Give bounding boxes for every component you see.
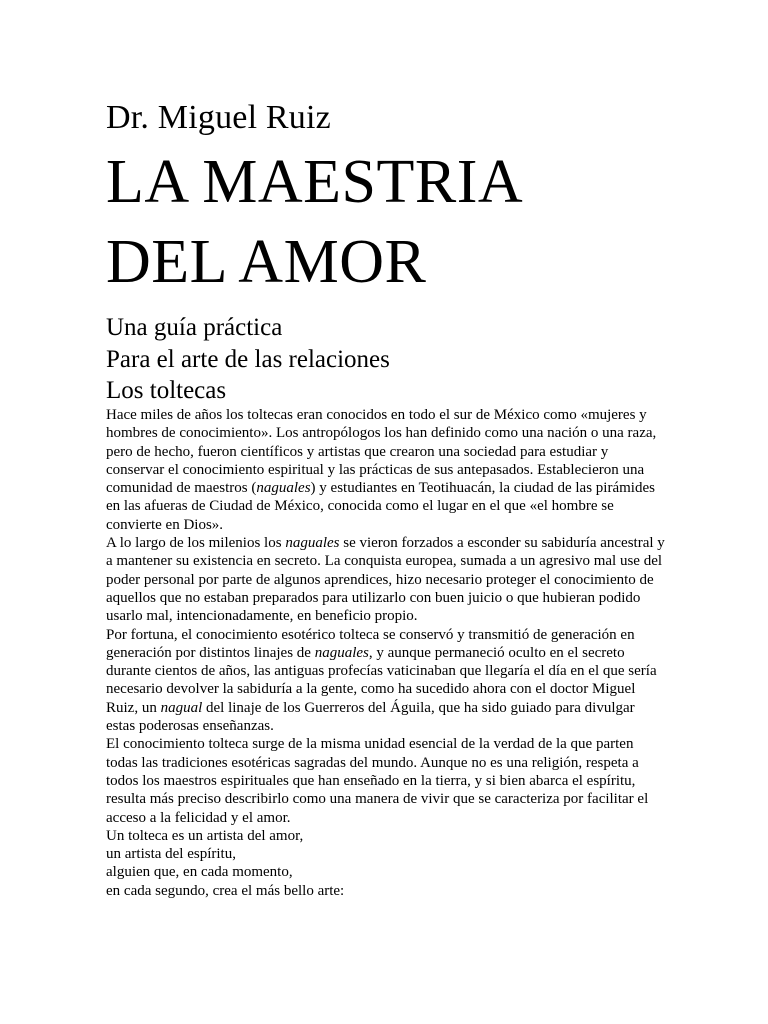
paragraph-3-text-c: del linaje de los Guerreros del Águila, que ha sido guiado para divulgar estas poderosas enseñanzas. [106, 699, 635, 735]
section-heading: Los toltecas [106, 377, 227, 404]
paragraph-1-text-b: ) y estudiantes en Teotihuacán, la ciudad de las pirámides en las afueras de Ciudad de México, conocida como el lugar en el que «el hombre se convierte en Dios». [106, 480, 655, 533]
paragraph-1-emphasis: naguales [256, 480, 311, 497]
verse-line-3: alguien que, en cada momento, [106, 864, 293, 881]
book-title [106, 142, 666, 302]
book-title-line-1: LA MAESTRIA [106, 148, 524, 216]
author-name: Dr. Miguel Ruiz [106, 99, 331, 136]
paragraph-1 [106, 406, 666, 534]
subtitle-line-1: Una guía práctica [106, 314, 283, 341]
paragraph-3-text-a: Por fortuna, el conocimiento esotérico tolteca se conservó y transmitió de generación en generación por distintos linajes de [106, 626, 635, 661]
paragraph-2-text-a: A lo largo de los milenios los [106, 535, 286, 552]
paragraph-3-text-b: , y aunque permaneció oculto en el secreto durante cientos de años, las antiguas profecías vaticinaban que llegaría el día en el que sería necesario devolver la sabiduría a la gente, como ha sucedido ahora con el doctor Miguel Ruiz, un [106, 644, 657, 716]
subtitle-line-2: Para el arte de las relaciones [106, 346, 390, 373]
body-text [106, 406, 666, 900]
paragraph-4: El conocimiento tolteca surge de la misma unidad esencial de la verdad de la que parten todas las tradiciones esotéricas sagradas del mundo. Aunque no es una religión, respeta a todos los maestros espirituales que han enseñado en la tierra, y si bien abarca el espíritu, resulta más preciso describirlo como una manera de vivir que se caracteriza por facilitar el acceso a la felicidad y el amor. [106, 736, 649, 826]
verse-line-2: un artista del espíritu, [106, 846, 236, 863]
paragraph-3 [106, 626, 666, 736]
paragraph-3-emphasis-2: nagual [160, 699, 203, 716]
document-page [106, 98, 666, 900]
paragraph-1-text-a: Hace miles de años los toltecas eran conocidos en todo el sur de México como «mujeres y hombres de conocimiento». Los antropólogos los han definido como una nación o una raza, pero de hecho, fueron científicos y artistas que crearon una sociedad para estudiar y conservar el conocimiento espiritual y las prácticas de sus antepasados. Establecieron una comunidad de maestros ( [106, 407, 657, 497]
verse-line-1: Un tolteca es un artista del amor, [106, 827, 304, 844]
paragraph-2-text-b: se vieron forzados a esconder su sabiduría ancestral y a mantener su existencia en secreto. La conquista europea, sumada a un agresivo mal use del poder personal por parte de algunos aprendices, hizo necesario proteger el conocimiento de aquellos que no estaban preparados para utilizarlo con buen juicio o que hubieran podido usarlo mal, intencionadamente, en beneficio propio. [106, 535, 665, 625]
book-title-line-2: DEL AMOR [106, 228, 427, 296]
paragraph-2 [106, 534, 666, 625]
paragraph-2-emphasis: naguales [285, 535, 340, 552]
paragraph-3-emphasis-1: naguales [314, 644, 369, 661]
verse-line-4: en cada segundo, crea el más bello arte: [106, 882, 345, 899]
